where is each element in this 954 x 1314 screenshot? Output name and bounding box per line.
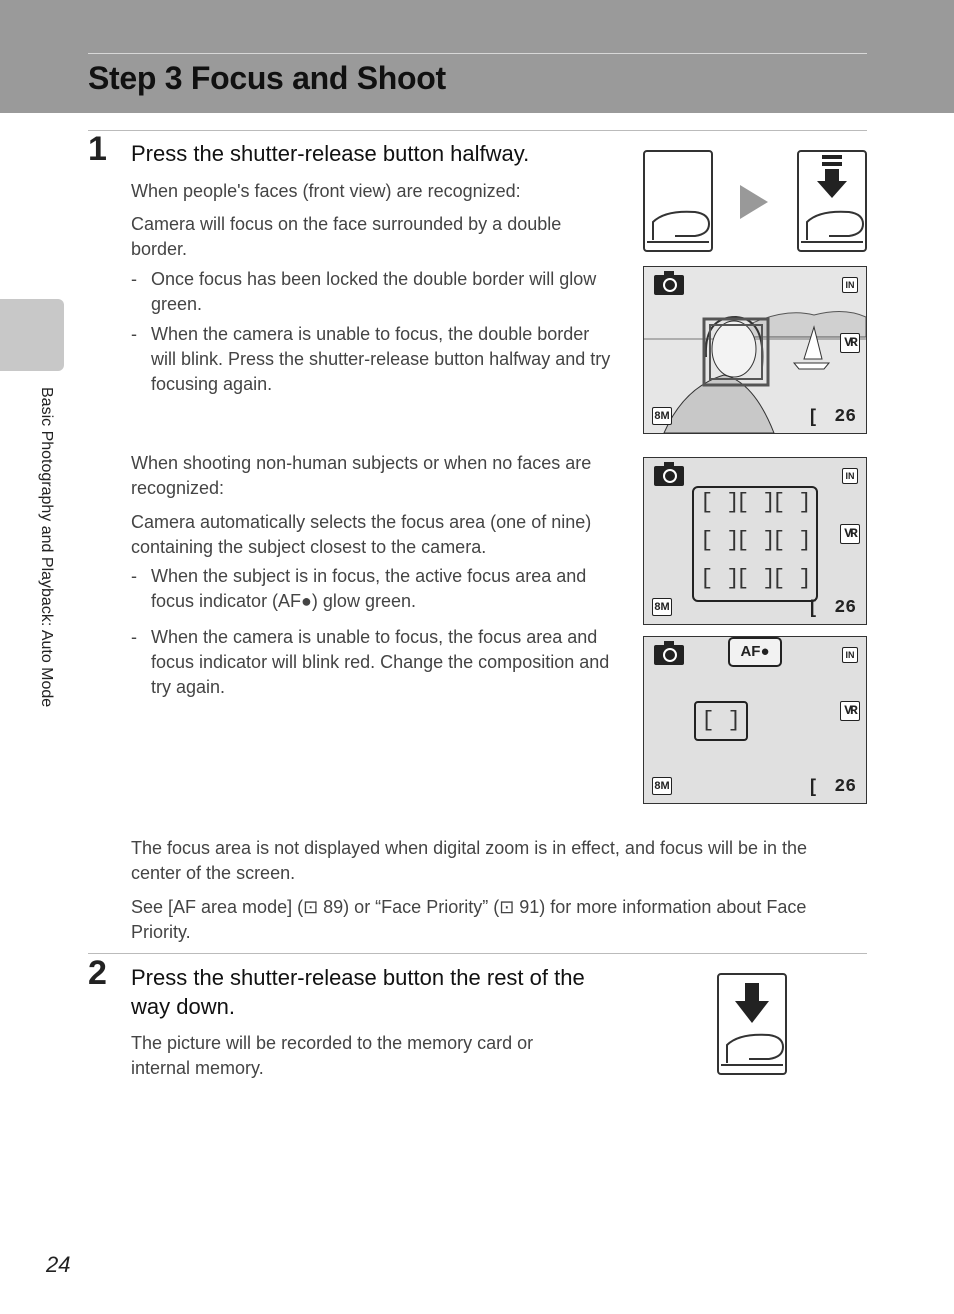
- nonhuman-description: Camera automatically selects the focus area (one of nine) containing the subject closest to the camera.: [131, 512, 592, 557]
- internal-memory-icon: IN: [842, 468, 858, 484]
- bracket-icon: [: [810, 776, 816, 796]
- focus-area: [ ]: [772, 490, 812, 515]
- faces-bullet: [131, 322, 611, 397]
- shots-remaining: 26: [834, 407, 856, 427]
- focus-area: [ ]: [736, 566, 776, 591]
- focus-area: [ ]: [772, 528, 812, 553]
- focus-area: [ ]: [700, 566, 740, 591]
- bullet-dash: -: [131, 269, 137, 289]
- bullet-dash: -: [131, 566, 137, 586]
- bullet-text: When the camera is unable to focus, the focus area and focus indicator will blink red. Change the composition and try again.: [151, 627, 610, 697]
- vibration-reduction-icon: VR: [840, 333, 860, 353]
- digital-zoom-note: The focus area is not displayed when digital zoom is in effect, and focus will be in the center of the screen.: [131, 838, 808, 883]
- camera-mode-icon: [654, 275, 684, 295]
- step-title: Press the shutter-release button halfway.: [131, 141, 530, 166]
- lcd-focus-locked: [643, 636, 867, 804]
- faces-intro: When people's faces (front view) are recognized:: [131, 181, 521, 201]
- arrow-down-icon: [719, 975, 785, 1073]
- page-title: Step 3 Focus and Shoot: [88, 60, 446, 96]
- step-number: 2: [88, 954, 107, 992]
- finger-press-icon: [799, 152, 865, 250]
- step-number: 1: [88, 130, 107, 168]
- shots-remaining: 26: [834, 598, 856, 618]
- image-size-icon: 8M: [652, 598, 672, 616]
- image-size-icon: 8M: [652, 777, 672, 795]
- faces-bullet: [131, 267, 611, 317]
- bullet-dash: -: [131, 324, 137, 344]
- header-rule: [88, 53, 867, 54]
- nonhuman-bullet: [131, 564, 611, 614]
- camera-mode-icon: [654, 645, 684, 665]
- bullet-text: When the subject is in focus, the active focus area and focus indicator (AF●) glow green.: [151, 566, 587, 611]
- page-header: [0, 0, 954, 113]
- bracket-icon: [: [810, 406, 816, 426]
- page-number: 24: [46, 1252, 71, 1277]
- nonhuman-intro: When shooting non-human subjects or when no faces are recognized:: [131, 453, 592, 498]
- bracket-icon: [: [810, 597, 816, 617]
- lcd-nine-area-af: [643, 457, 867, 625]
- focus-area: [ ]: [736, 490, 776, 515]
- faces-description: Camera will focus on the face surrounded by a double border.: [131, 214, 562, 259]
- finger-icon: [645, 152, 711, 250]
- camera-mode-icon: [654, 466, 684, 486]
- focus-indicator: AF●: [728, 637, 782, 667]
- arrow-right-icon: [738, 183, 770, 221]
- shutter-button-illustration: [643, 150, 713, 252]
- vibration-reduction-icon: VR: [840, 701, 860, 721]
- active-focus-area: [ ]: [694, 701, 748, 741]
- focus-area: [ ]: [700, 528, 740, 553]
- reference-note: See [AF area mode] (⊡ 89) or “Face Priority” (⊡ 91) for more information about Face Priority.: [131, 897, 807, 942]
- shots-remaining: 26: [834, 777, 856, 797]
- shutter-button-illustration: [797, 150, 867, 252]
- image-size-icon: 8M: [652, 407, 672, 425]
- focus-area: [ ]: [700, 490, 740, 515]
- step2-description: The picture will be recorded to the memory card or internal memory.: [131, 1033, 534, 1078]
- section-rule: [88, 130, 867, 131]
- lcd-face-priority: [643, 266, 867, 434]
- shutter-button-full-press-illustration: [717, 973, 787, 1075]
- nonhuman-bullet: [131, 625, 611, 700]
- bullet-text: When the camera is unable to focus, the double border will blink. Press the shutter-release button halfway and try focusing again.: [151, 324, 611, 394]
- chapter-tab: [0, 299, 64, 371]
- step-title: Press the shutter-release button the rest of the way down.: [131, 965, 585, 1019]
- section-rule: [88, 953, 867, 954]
- bullet-text: Once focus has been locked the double border will glow green.: [151, 269, 597, 314]
- internal-memory-icon: IN: [842, 647, 858, 663]
- focus-area: [ ]: [772, 566, 812, 591]
- focus-area-grid: [692, 486, 818, 602]
- chapter-label: Basic Photography and Playback: Auto Mode: [38, 387, 55, 708]
- vibration-reduction-icon: VR: [840, 524, 860, 544]
- internal-memory-icon: IN: [842, 277, 858, 293]
- bullet-dash: -: [131, 627, 137, 647]
- focus-area: [ ]: [736, 528, 776, 553]
